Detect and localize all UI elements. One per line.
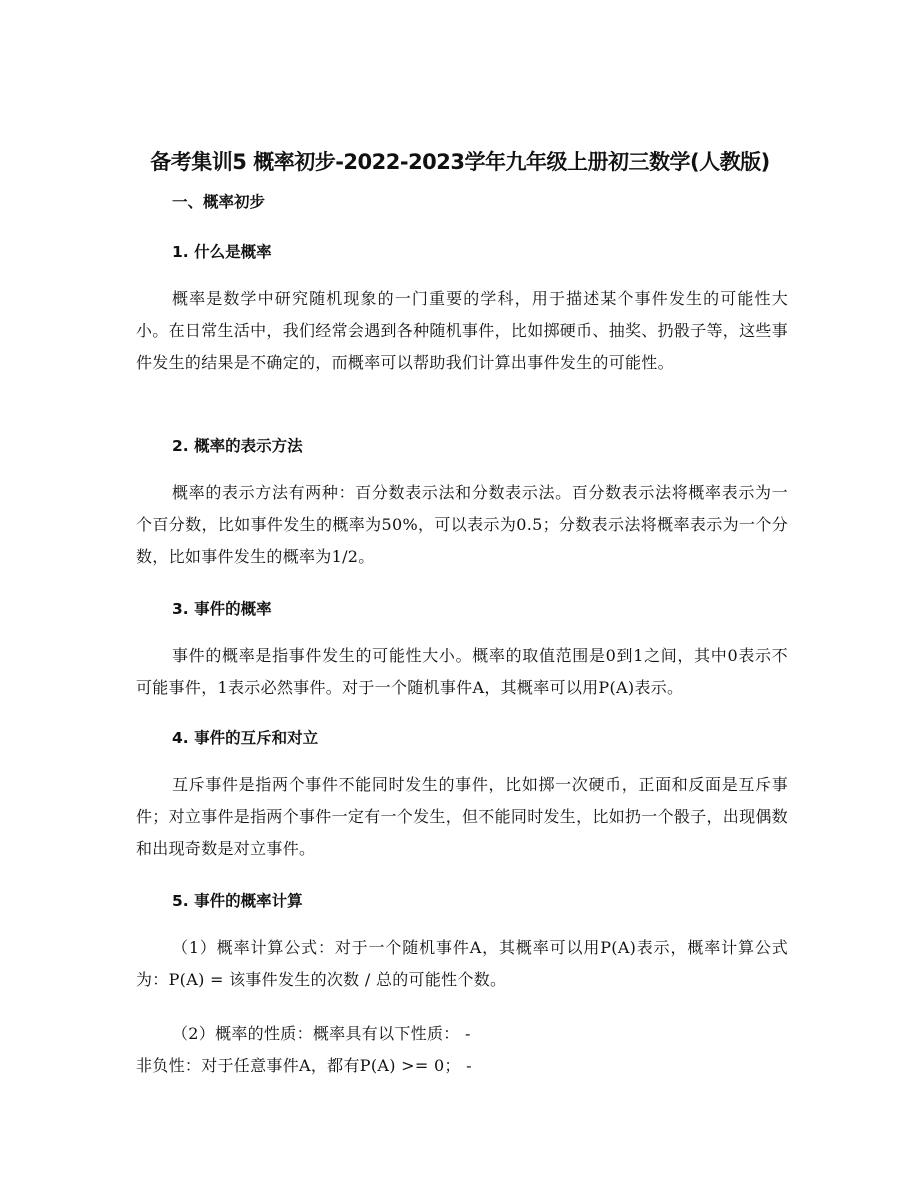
paragraph-what-is-probability: 概率是数学中研究随机现象的一门重要的学科，用于描述某个事件发生的可能性大小。在日常生活中，我们经常会遇到各种随机事件，比如掷硬币、抽奖、扔骰子等，这些事件发生的结果是不确定的，而概率可以帮助我们计算出事件发生的可能性。 — [136, 289, 789, 372]
paragraph-formula: （1）概率计算公式：对于一个随机事件A，其概率可以用P(A)表示，概率计算公式为：P(A) = 该事件发生的次数 / 总的可能性个数。 — [136, 938, 788, 989]
heading-event-probability: 3. 事件的概率 — [172, 600, 272, 618]
paragraph-non-negativity: 非负性：对于任意事件A，都有P(A) >= 0； - — [136, 1056, 472, 1075]
paragraph-event-probability: 事件的概率是指事件发生的可能性大小。概率的取值范围是0到1之间，其中0表示不可能事件，1表示必然事件。对于一个随机事件A，其概率可以用P(A)表示。 — [136, 646, 788, 697]
section-heading: 一、概率初步 — [172, 193, 266, 211]
paragraph-representation: 概率的表示方法有两种：百分数表示法和分数表示法。百分数表示法将概率表示为一个百分数，比如事件发生的概率为50%，可以表示为0.5；分数表示法将概率表示为一个分数，比如事件发生的概率为1/2。 — [136, 483, 788, 566]
paragraph-properties: （2）概率的性质：概率具有以下性质： - — [172, 1024, 471, 1043]
heading-mutual-exclusive: 4. 事件的互斥和对立 — [172, 729, 319, 747]
heading-representation: 2. 概率的表示方法 — [172, 437, 303, 455]
paragraph-mutual-exclusive: 互斥事件是指两个事件不能同时发生的事件，比如掷一次硬币，正面和反面是互斥事件；对立事件是指两个事件一定有一个发生，但不能同时发生，比如扔一个骰子，出现偶数和出现奇数是对立事件。 — [136, 775, 789, 858]
document-title: 备考集训5 概率初步-2022-2023学年九年级上册初三数学(人教版) — [150, 150, 770, 174]
heading-what-is-probability: 1. 什么是概率 — [172, 243, 272, 261]
heading-probability-calculation: 5. 事件的概率计算 — [172, 892, 303, 910]
